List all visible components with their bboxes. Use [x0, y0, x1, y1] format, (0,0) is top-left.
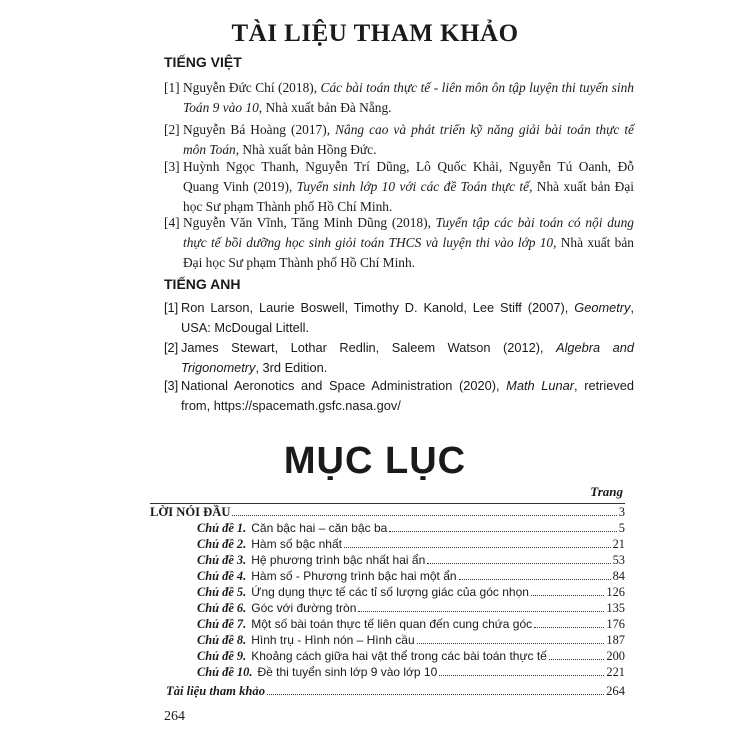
toc-page-number: 264 [606, 684, 625, 698]
ref-number: [3] [164, 159, 180, 174]
vietnamese-heading: TIẾNG VIỆT [164, 54, 242, 70]
toc-page-number: 3 [618, 505, 625, 519]
toc-chapter-row[interactable]: Chủ đề 4. Hàm số - Phương trình bậc hai một ẩn 84 [197, 569, 625, 583]
toc-page-number: 126 [606, 585, 625, 599]
dot-leader [439, 663, 604, 676]
dot-leader [417, 631, 605, 644]
page-number: 264 [164, 709, 185, 724]
en-reference-3: [3] National Aeronotics and Space Administration (2020), Math Lunar, retrieved from, https://spacemath.gsfc.nasa.gov/ [164, 378, 634, 413]
dot-leader [267, 682, 604, 695]
dot-leader [344, 535, 611, 548]
toc-chapter-row[interactable]: Chủ đề 1. Căn bậc hai – căn bậc ba 5 [197, 521, 625, 535]
toc-page-number: 187 [606, 633, 625, 647]
toc-chapter-row[interactable]: Chủ đề 7. Một số bài toán thực tế liên quan đến cung chứa góc 176 [197, 617, 625, 631]
toc-references-label: Tài liệu tham khảo [166, 684, 266, 698]
en-reference-1: [1] Ron Larson, Laurie Boswell, Timothy D. Kanold, Lee Stiff (2007), Geometry, USA: McDougal Littell. [164, 300, 634, 335]
toc-chapter-row[interactable]: Chủ đề 10. Đề thi tuyển sinh lớp 9 vào lớp 10 221 [197, 665, 625, 679]
toc-chapter-row[interactable]: Chủ đề 6. Góc với đường tròn 135 [197, 601, 625, 615]
toc-title: MỤC LỤC [283, 440, 467, 482]
dot-leader [232, 503, 616, 516]
dot-leader [389, 519, 616, 532]
vn-reference-4: [4] Nguyễn Văn Vĩnh, Tăng Minh Dũng (2018), Tuyển tập các bài toán có nội dung thực tế bồi dưỡng học sinh giỏi toán THCS và luyện thi vào lớp 10, Nhà xuất bản Đại học Sư phạm Thành phố Hồ Chí Minh. [164, 215, 634, 270]
dot-leader [549, 647, 605, 660]
references-title: TÀI LIỆU THAM KHẢO [231, 20, 519, 47]
toc-page-number: 5 [618, 521, 625, 535]
dot-leader [531, 583, 604, 596]
ref-number: [4] [164, 215, 180, 230]
vn-reference-3: [3] Huỳnh Ngọc Thanh, Nguyễn Trí Dũng, Lô Quốc Khải, Nguyễn Tú Oanh, Đỗ Quang Vinh (2019), Tuyển sinh lớp 10 với các đề Toán thực tế, Nhà xuất bản Đại học Sư phạm Thành phố Hồ Chí Minh. [164, 159, 634, 214]
dot-leader [427, 551, 610, 564]
en-reference-2: [2] James Stewart, Lothar Redlin, Saleem Watson (2012), Algebra and Trigonometry, 3rd Edition. [164, 340, 634, 375]
vn-reference-1: [1] Nguyễn Đức Chí (2018), Các bài toán thực tế - liên môn ôn tập luyện thi tuyển sinh Toán 9 vào 10, Nhà xuất bản Đà Nẵng. [164, 80, 635, 115]
ref-number: [1] [164, 300, 179, 315]
english-heading: TIẾNG ANH [164, 276, 241, 292]
toc-page-number: 221 [606, 665, 625, 679]
toc-references-row[interactable] [166, 682, 625, 700]
toc-page-number: 84 [612, 569, 625, 583]
toc-chapter-row[interactable]: Chủ đề 3. Hệ phương trình bậc nhất hai ẩn 53 [197, 553, 625, 567]
toc-chapter-row[interactable]: Chủ đề 8. Hình trụ - Hình nón – Hình cầu 187 [197, 633, 625, 647]
toc-chapter-row[interactable]: Chủ đề 9. Khoảng cách giữa hai vật thể trong các bài toán thực tế 200 [197, 649, 625, 663]
ref-number: [2] [164, 122, 180, 137]
vn-reference-2: [2] Nguyễn Bá Hoàng (2017), Nâng cao và phát triển kỹ năng giải bài toán thực tế môn Toán, Nhà xuất bản Hồng Đức. [164, 122, 634, 157]
toc-chapter-row[interactable]: Chủ đề 5. Ứng dụng thực tế các tỉ số lượng giác của góc nhọn 126 [197, 585, 625, 599]
toc-page-number: 135 [606, 601, 625, 615]
ref-number: [1] [164, 80, 180, 95]
toc-page-number: 176 [606, 617, 625, 631]
toc-preface-label: LỜI NÓI ĐẦU [150, 505, 231, 519]
toc-page-number: 200 [606, 649, 625, 663]
ref-number: [2] [164, 340, 179, 355]
page-column-label: Trang [590, 484, 623, 499]
toc-chapter-row[interactable]: Chủ đề 2. Hàm số bậc nhất 21 [197, 537, 625, 551]
dot-leader [459, 567, 611, 580]
toc-page-number: 21 [612, 537, 625, 551]
dot-leader [534, 615, 604, 628]
toc-page-number: 53 [612, 553, 625, 567]
dot-leader [358, 599, 604, 612]
ref-number: [3] [164, 378, 179, 393]
